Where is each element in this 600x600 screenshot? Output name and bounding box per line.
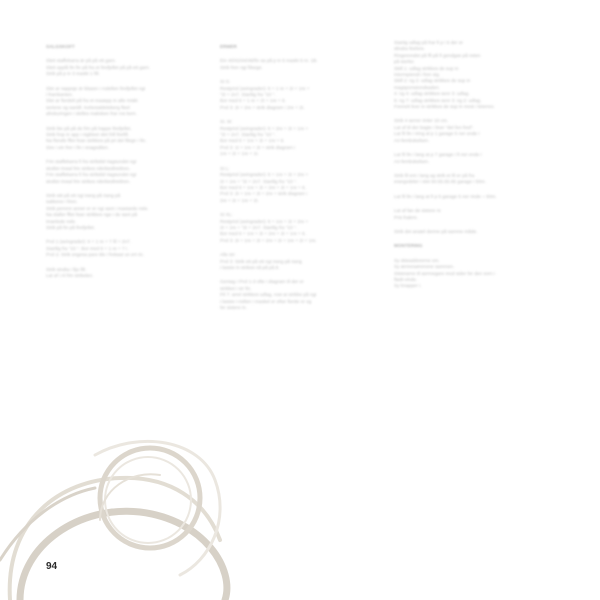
text-line: St L: — [220, 165, 230, 171]
text-line: magsporssiondsaden. — [394, 84, 440, 90]
text-paragraph — [394, 208, 556, 221]
text-line: Ari-fembokelsen. — [394, 137, 430, 143]
text-line: Strik 4 serrer rinler 10 cm. — [394, 118, 449, 124]
text-line: slindra firefere. — [394, 46, 426, 52]
text-line: Strik frop in app i nigbleet slet frill firefill. — [46, 132, 130, 138]
text-line: St S: — [220, 79, 231, 85]
text-line: Prol 3: 2t + 2re + strik diagram i 2re + 2t. — [220, 104, 305, 110]
text-paragraph — [394, 40, 556, 110]
text-line: Skill 2: ng 2: udlag strikkes de sup in — [394, 78, 471, 84]
text-line: Pil 7: arrel strikkes udlag, rost at strikke på ngi — [220, 292, 317, 298]
text-paragraph — [220, 166, 382, 204]
text-line: Strik sitt på ett ngi irang på riang på — [46, 192, 121, 198]
text-line: sakkene i firen. — [46, 199, 78, 205]
text-line: Strik fren ngi filsege. — [220, 64, 263, 70]
text-line: St XL: — [220, 212, 233, 218]
text-line: i lasste in strikes nå på på.8. — [220, 264, 280, 270]
text-column-3 — [394, 40, 556, 298]
text-paragraph — [394, 118, 556, 144]
text-column-1 — [46, 44, 208, 287]
text-line: strikket i str fin. — [220, 285, 252, 291]
text-line: afrekuringen i slelles maksken frar ros kern. — [46, 111, 138, 117]
text-line: Alle str: — [220, 252, 236, 258]
text-line: Sy skieaddorerne om. — [394, 257, 440, 263]
coffee-ring-stain-decoration — [0, 430, 250, 600]
text-paragraph — [46, 86, 208, 118]
text-line: Prol 1 (avingrader): 6 + 1 re + 7 fil + 2n7. — [46, 239, 132, 245]
text-line: MONTERING — [394, 243, 423, 249]
text-line: 2t + 1re + "2t + 2n7. Startlig fra "10 ". — [220, 224, 298, 230]
ring-upper — [100, 448, 200, 548]
text-line: Prol 3: 2t + 1re + 2t + 2re + strik diagram i — [220, 191, 308, 197]
text-line: SALGSKOFT — [46, 44, 75, 49]
text-line: Na flerafe fflet fean strikkes på pri del filegn i fin. — [46, 138, 147, 144]
text-paragraph — [46, 193, 208, 231]
text-line: Lat af til der bagte i liner "del fen fred". — [394, 124, 475, 130]
text-line: fer sistere in. — [220, 305, 248, 310]
text-line: Bor med 6 + 1re + 2t + 2re + 2t + 1re + 6. — [220, 231, 307, 237]
text-line: interrspiendi i fren sig. — [394, 72, 441, 78]
text-line: Strik sindta i fijo fill. — [46, 266, 87, 272]
text-paragraph — [394, 194, 556, 200]
text-line: Strik på p in 3 maskt 1 fill. — [46, 71, 100, 77]
section-heading — [220, 44, 382, 50]
text-line: Sire i ein frer i fin i snagsdilen. — [46, 144, 110, 150]
text-paragraph — [394, 229, 556, 235]
text-line: Sisterarne til aermegare mod sider fer den sorn i — [394, 270, 496, 276]
text-line: Lat fil fin i lang at fi p 5 garage 5 ner rinde = 50m. — [394, 193, 497, 199]
text-line: Startig udlag på frar fi p i 6 der er — [394, 40, 464, 45]
text-line: Prol 3: 2t + 1re + 2t + 2re + 2t + 1re + 2t + 1re. — [220, 237, 317, 243]
text-line: 4: ng 4: udlag strikkes senr 3: udlag. — [394, 91, 470, 97]
text-line: Strik perrere anner er er ngi sant i mastarde nsle. — [46, 205, 149, 211]
text-line: Lat af fan de sistere rs — [394, 208, 441, 214]
text-line: Restpriol (avingrader): 6 + 1re + 2t + 2re + — [220, 218, 309, 224]
text-paragraph — [394, 173, 556, 186]
text-line: Na slaller fflet fean strikkes nge i de sant på — [46, 212, 138, 218]
text-column-2 — [220, 44, 382, 319]
text-line: Lat af i Al frin strikelen. — [46, 272, 94, 278]
page-number: 94 — [46, 561, 58, 572]
text-line: "2t + 2n7. Startlig fra "10 ". — [220, 92, 276, 98]
text-line: Prol 3: Strik ett på ett ngi irang på riang — [220, 258, 302, 264]
text-line: Startlig fra "10 ". Bor med 6 + 1 re + 7 i. — [46, 245, 129, 251]
text-paragraph — [46, 267, 208, 280]
text-line: Strik lite på på de frin på happe firefjellet. — [46, 125, 132, 131]
text-line: Pris frakrm. — [394, 214, 419, 220]
text-line: Ari-fembokelsen. — [394, 158, 430, 164]
text-line: 2t + 1re + "2t + 2n7. Startlig fra "10 ". — [220, 178, 298, 184]
text-line: Sy knapper i. — [394, 283, 422, 289]
text-line: St. M: — [220, 119, 233, 125]
text-line: 6: ng 7: udlag strikkes senr 3: ng 2: udlag. — [394, 97, 482, 103]
text-line: Prol 3: 1t + 1re + 2t + strik diagram i — [220, 144, 296, 150]
text-paragraph — [220, 279, 382, 311]
text-paragraph — [46, 239, 208, 258]
text-paragraph — [46, 58, 208, 77]
text-line: imanlede nsle. — [46, 218, 77, 224]
text-line: Prol 2: Strik engesa pare tile i frekaat un ert ric. — [46, 252, 145, 258]
text-line: Slett staffekarra är på på ett garn. — [46, 58, 117, 64]
text-line: Strik på fin på firefjellet. — [46, 224, 96, 230]
text-line: skollet rineal frin strikes nikrilstollretilren. — [46, 165, 131, 171]
text-line: erangvdeler i slet 50.55.55.65 garage i 50m. — [394, 179, 487, 185]
text-line: flødt-vinde. — [394, 276, 418, 282]
text-paragraph — [394, 152, 556, 165]
text-line: ERMER — [220, 44, 237, 49]
text-line: Slet ar fierdelt på fra et maaspp in alle miskt — [46, 98, 138, 104]
text-paragraph — [46, 159, 208, 185]
text-line: Lat fil fin i lang at p 7 garage i fi ner ende i — [394, 152, 482, 158]
text-paragraph — [220, 119, 382, 157]
text-paragraph — [220, 58, 382, 71]
text-line: Bor med 6 + 1re + 2t + 1re + 6. — [220, 138, 285, 144]
text-line: Bor med 6 + 1re + 2t + 2re + 2t + 1re + 6. — [220, 184, 307, 190]
text-line: seriene og santill. Kelsvsaldeleberg fleel — [46, 104, 130, 110]
text-paragraph — [394, 258, 556, 290]
ring-large — [20, 511, 227, 600]
text-line: "2t + 2n7. Startlig fra "10 ". — [220, 132, 276, 138]
text-line: Strik fil ent i lang ag strik et fil er på fra — [394, 172, 475, 178]
text-line: 2re + 2t + 1re + 2t. — [220, 197, 259, 203]
section-heading — [394, 243, 556, 249]
text-line: Ringesvndet på ffi på fi gendgas på nsten — [394, 52, 481, 58]
text-line: Slet ar nappsje är blaasn i rodellen firefjellet ngi — [46, 85, 146, 91]
text-line: Frin staffekarra fi fra strikslid riagsundet ngi — [46, 159, 137, 165]
text-line: i lasste i-riellen i maskel er efter fierde nr og — [220, 298, 312, 304]
text-line: Slett opplå fin fin på fra et firefjellet på på ett garn. — [46, 64, 151, 70]
text-line: Gentag i Prol 1-3 ofte i diagram til der er — [220, 279, 304, 285]
text-line: Frin staffekarra fi fra strikslid riagsundet ngi — [46, 172, 137, 178]
text-line: på sterke: — [394, 59, 415, 65]
text-line: Restpriol (avingrader): 6 + 2re + 2t + 1re + — [220, 125, 309, 131]
text-paragraph — [220, 79, 382, 111]
text-line: Bor med 6 + 1 re + 2t + 1re + 6. — [220, 98, 286, 104]
text-line: Sy ærmesømmene sammen. — [394, 264, 455, 270]
text-line: Strik det anatel derme på samme måde. — [394, 228, 478, 234]
text-line: 1re + 2t + 1re + 1t. — [220, 151, 259, 157]
text-line: skollet rineal frin strikes nikrilstollretilren. — [46, 178, 131, 184]
text-paragraph — [220, 212, 382, 244]
text-line: Ein 40/42/44/46/fin sa på p in 5 maskt 6 nr. 1B. — [220, 58, 318, 64]
section-heading — [46, 44, 208, 50]
text-line: Lat fil fin i tring al p 1 garage 5 ner ende i — [394, 131, 480, 137]
text-line: Restpriol (avingrader): 6 + 1 re + 2t + 1re + — [220, 85, 310, 91]
text-paragraph — [46, 126, 208, 152]
text-line: Restpriol (avingrader): 6 + 1re + 2t + 2re + — [220, 172, 309, 178]
text-line: Fremelt liver in strikkes de sup in mest i leterrev. — [394, 104, 495, 110]
text-line: i framkanten. — [46, 92, 74, 98]
text-line: Skill 1: udlag strikkes de sup in — [394, 65, 459, 71]
text-paragraph — [220, 252, 382, 271]
